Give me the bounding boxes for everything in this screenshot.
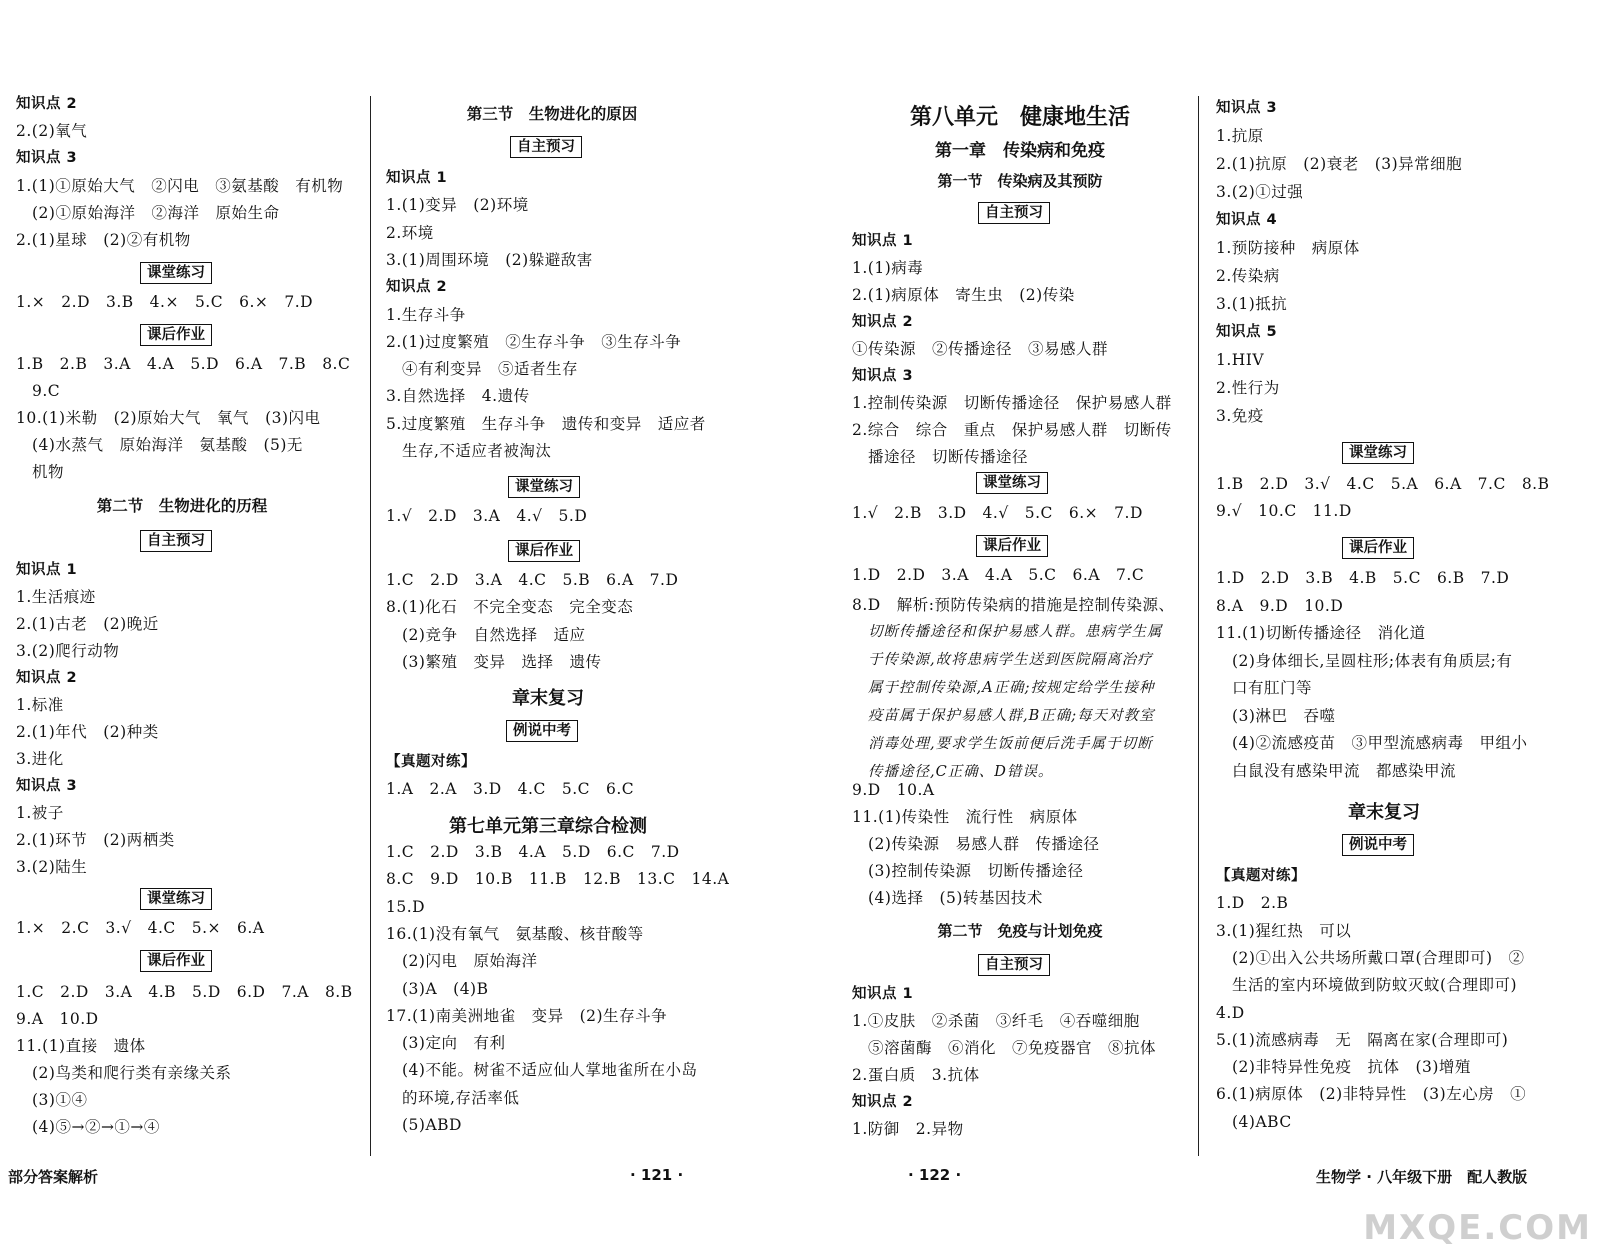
answer-line: 播途径 切断传播途径	[852, 448, 1029, 466]
answer-line: 2.(1)环节 (2)两栖类	[16, 831, 175, 849]
section-label-box: 例说中考	[506, 720, 578, 742]
answer-line: 3.(2)陆生	[16, 858, 88, 876]
answer-line: (3)繁殖 变异 选择 遗传	[386, 652, 602, 671]
answer-line: 3.免疫	[1216, 407, 1264, 425]
answer-line: 3.进化	[16, 750, 64, 768]
answer-line: (2)闪电 原始海洋	[386, 952, 538, 971]
watermark-logo: MXQE.COM	[1363, 1208, 1592, 1248]
answer-line: 2.蛋白质 3.抗体	[852, 1066, 980, 1084]
answer-line: 1.A 2.A 3.D 4.C 5.C 6.C	[386, 780, 635, 798]
answer-line: (4)不能。树雀不适应仙人掌地雀所在小岛	[386, 1061, 698, 1080]
answer-line: 4.D	[1216, 1003, 1245, 1022]
section-label-box: 例说中考	[1342, 834, 1414, 856]
unit-title: 第八单元 健康地生活	[909, 105, 1130, 130]
section-label-box: 自主预习	[140, 530, 212, 552]
section-label-box: 课堂练习	[140, 888, 212, 910]
answer-line: 1.D 2.D 3.A 4.A 5.C 6.A 7.C	[852, 566, 1145, 584]
answer-line: 1.D 2.B	[1216, 894, 1289, 913]
answer-line: 1.HIV	[1216, 351, 1265, 369]
section-label-box: 自主预习	[978, 954, 1050, 976]
answer-line: 2.(1)古老 (2)晚近	[16, 615, 159, 633]
answer-line: 1.预防接种 病原体	[1216, 239, 1360, 257]
answer-line: 1.(1)变异 (2)环境	[386, 196, 529, 215]
test-title: 第七单元第三章综合检测	[449, 816, 647, 837]
section-label-box: 自主预习	[510, 136, 582, 158]
answer-line: (3)①④	[16, 1091, 88, 1109]
answer-line: (2)竞争 自然选择 适应	[386, 625, 586, 644]
answer-line: 5.过度繁殖 生存斗争 遗传和变异 适应者	[386, 414, 706, 433]
answer-line: 1.C 2.D 3.A 4.C 5.B 6.A 7.D	[386, 571, 679, 589]
answer-line: 16.(1)没有氧气 氨基酸、核苷酸等	[386, 924, 644, 943]
answer-line: 于传染源,故将患病学生送到医院隔离治疗	[868, 652, 1153, 668]
answer-line: (4)ABC	[1216, 1112, 1292, 1131]
answer-line: 的环境,存活率低	[386, 1088, 520, 1107]
section-label-box: 课堂练习	[508, 476, 580, 498]
answer-line: 3.(1)周围环境 (2)躲避敌害	[386, 250, 593, 269]
answer-line: (5)ABD	[386, 1116, 462, 1134]
answer-line: (2)传染源 易感人群 传播途径	[852, 835, 1100, 853]
answer-line: 15.D	[386, 897, 426, 916]
review-title: 章末复习	[1348, 802, 1420, 823]
answer-line: 9.D 10.A	[852, 781, 935, 799]
column-divider-2	[1198, 96, 1199, 1156]
answer-line: 消毒处理,要求学生饭前便后洗手属于切断	[868, 736, 1153, 752]
section-label-box: 课后作业	[140, 950, 212, 972]
answer-line: ④有利变异 ⑤适者生存	[386, 360, 579, 379]
heading: 知识点 3	[16, 778, 78, 794]
column-divider-1	[370, 96, 371, 1156]
answer-line: 11.(1)切断传播途径 消化道	[1216, 624, 1426, 642]
answer-line: 1.生活痕迹	[16, 588, 96, 606]
answer-line: (2)①原始海洋 ②海洋 原始生命	[16, 203, 280, 222]
answer-line: 1.①皮肤 ②杀菌 ③纤毛 ④吞噬细胞	[852, 1012, 1140, 1030]
answer-line: 9.√ 10.C 11.D	[1216, 502, 1352, 520]
answer-line: 1.D 2.D 3.B 4.B 5.C 6.B 7.D	[1216, 569, 1510, 587]
answer-line: 1.C 2.D 3.B 4.A 5.D 6.C 7.D	[386, 843, 680, 861]
footer-left-label: 部分答案解析	[8, 1168, 99, 1186]
answer-line: (4)②流感疫苗 ③甲型流感病毒 甲组小	[1216, 734, 1528, 752]
answer-line: 2.(2)氧气	[16, 122, 88, 141]
section-title: 第一节 传染病及其预防	[937, 172, 1103, 190]
heading: 【真题对练】	[386, 754, 476, 770]
heading: 知识点 1	[852, 986, 914, 1002]
answer-line: 3.(2)①过强	[1216, 183, 1304, 201]
answer-line: 1.B 2.D 3.√ 4.C 5.A 6.A 7.C 8.B	[1216, 475, 1550, 493]
answer-line: 1.(1)病毒	[852, 259, 924, 277]
answer-line: 机物	[16, 463, 65, 481]
answer-line: (2)①出入公共场所戴口罩(合理即可) ②	[1216, 948, 1525, 967]
answer-line: 1.C 2.D 3.A 4.B 5.D 6.D 7.A 8.B	[16, 983, 353, 1001]
answer-line: 2.(1)星球 (2)②有机物	[16, 231, 191, 249]
heading: 【真题对练】	[1216, 868, 1306, 884]
section-title: 第二节 免疫与计划免疫	[937, 922, 1103, 940]
answer-line: 17.(1)南美洲地雀 变异 (2)生存斗争	[386, 1006, 668, 1025]
answer-line: 白鼠没有感染甲流 都感染甲流	[1216, 761, 1457, 780]
answer-line: 8.(1)化石 不完全变态 完全变态	[386, 598, 634, 617]
answer-line: (3)控制传染源 切断传播途径	[852, 862, 1084, 880]
answer-line: (2)非特异性免疫 抗体 (3)增殖	[1216, 1058, 1471, 1077]
heading: 知识点 2	[16, 96, 78, 112]
heading: 知识点 2	[386, 279, 448, 296]
answer-line: (3)淋巴 吞噬	[1216, 706, 1336, 725]
answer-line: 属于控制传染源,A正确;按规定给学生接种	[868, 680, 1155, 696]
section-label-box: 课堂练习	[976, 472, 1048, 494]
answer-line: (4)水蒸气 原始海洋 氨基酸 (5)无	[16, 436, 303, 454]
answer-line: 3.自然选择 4.遗传	[386, 387, 530, 406]
heading: 知识点 1	[386, 170, 448, 186]
answer-line: 1.× 2.C 3.√ 4.C 5.× 6.A	[16, 919, 265, 937]
answer-line: (2)身体细长,呈圆柱形;体表有角质层;有	[1216, 651, 1513, 670]
answer-line: 8.C 9.D 10.B 11.B 12.B 13.C 14.A	[386, 870, 730, 889]
answer-line: 2.综合 综合 重点 保护易感人群 切断传	[852, 421, 1172, 439]
heading: 知识点 1	[16, 562, 78, 578]
answer-line: (4)⑤→②→①→④	[16, 1118, 160, 1136]
section-label-box: 课后作业	[1342, 537, 1414, 559]
answer-line: (3)定向 有利	[386, 1034, 506, 1053]
answer-line: 1.√ 2.D 3.A 4.√ 5.D	[386, 507, 588, 525]
answer-line: 11.(1)传染性 流行性 病原体	[852, 808, 1078, 826]
answer-line: 2.传染病	[1216, 267, 1280, 285]
answer-line: 传播途径,C正确、D错误。	[868, 764, 1054, 780]
answer-line: 2.(1)抗原 (2)衰老 (3)异常细胞	[1216, 155, 1463, 173]
answer-line: 9.C	[16, 382, 61, 400]
answer-line: 10.(1)米勒 (2)原始大气 氧气 (3)闪电	[16, 409, 321, 427]
answer-line: 切断传播途径和保护易感人群。患病学生属	[868, 624, 1163, 640]
answer-line: 3.(1)抵抗	[1216, 295, 1288, 313]
answer-line: 1.防御 2.异物	[852, 1120, 964, 1138]
answer-line: 1.× 2.D 3.B 4.× 5.C 6.× 7.D	[16, 293, 314, 311]
answer-line: ⑤溶菌酶 ⑥消化 ⑦免疫器官 ⑧抗体	[852, 1039, 1157, 1057]
answer-line: 1.(1)①原始大气 ②闪电 ③氨基酸 有机物	[16, 176, 344, 195]
heading: 知识点 4	[1216, 212, 1278, 228]
section-title: 第三节 生物进化的原因	[466, 105, 638, 123]
answer-line: 1.√ 2.B 3.D 4.√ 5.C 6.× 7.D	[852, 504, 1143, 522]
answer-line: 8.A 9.D 10.D	[1216, 596, 1344, 615]
answer-line: 1.被子	[16, 804, 64, 822]
answer-line: 8.D 解析:预防传染病的措施是控制传染源、	[852, 596, 1175, 614]
answer-line: 11.(1)直接 遗体	[16, 1037, 146, 1055]
answer-line: 2.(1)病原体 寄生虫 (2)传染	[852, 286, 1075, 304]
section-label-box: 自主预习	[978, 202, 1050, 224]
answer-line: 1.抗原	[1216, 127, 1264, 145]
answer-line: ①传染源 ②传播途径 ③易感人群	[852, 340, 1109, 358]
section-label-box: 课堂练习	[140, 262, 212, 284]
heading: 知识点 2	[852, 1094, 914, 1110]
section-label-box: 课堂练习	[1342, 442, 1414, 464]
answer-line: 生存,不适应者被淘汰	[386, 442, 552, 460]
review-title: 章末复习	[512, 688, 584, 709]
chapter-title: 第一章 传染病和免疫	[935, 141, 1105, 161]
answer-line: 1.标准	[16, 696, 64, 714]
answer-line: 1.B 2.B 3.A 4.A 5.D 6.A 7.B 8.C	[16, 355, 351, 373]
section-label-box: 课后作业	[508, 540, 580, 562]
answer-line: 5.(1)流感病毒 无 隔离在家(合理即可)	[1216, 1030, 1509, 1049]
heading: 知识点 3	[852, 368, 914, 384]
answer-line: 6.(1)病原体 (2)非特异性 (3)左心房 ①	[1216, 1085, 1527, 1104]
page-number-left: · 121 ·	[630, 1166, 684, 1184]
page-number-right: · 122 ·	[908, 1166, 962, 1184]
heading: 知识点 5	[1216, 324, 1278, 340]
answer-line: (3)A (4)B	[386, 979, 489, 998]
heading: 知识点 2	[852, 314, 914, 330]
answer-line: (2)鸟类和爬行类有亲缘关系	[16, 1064, 232, 1082]
answer-line: 9.A 10.D	[16, 1010, 99, 1028]
answer-line: 2.(1)年代 (2)种类	[16, 723, 159, 741]
answer-line: 3.(1)猩红热 可以	[1216, 921, 1352, 940]
answer-line: 2.环境	[386, 223, 434, 242]
answer-line: 疫苗属于保护易感人群,B正确;每天对教室	[868, 708, 1155, 724]
heading: 知识点 3	[16, 150, 78, 167]
answer-line: 2.(1)过度繁殖 ②生存斗争 ③生存斗争	[386, 332, 682, 351]
heading: 知识点 3	[1216, 100, 1278, 116]
section-title: 第二节 生物进化的历程	[96, 497, 268, 515]
answer-line: 1.生存斗争	[386, 305, 466, 324]
answer-line: 口有肛门等	[1216, 679, 1313, 697]
footer-right-label: 生物学 · 八年级下册 配人教版	[1316, 1168, 1528, 1186]
heading: 知识点 2	[16, 670, 78, 686]
answer-line: 1.控制传染源 切断传播途径 保护易感人群	[852, 394, 1172, 412]
answer-line: 生活的室内环境做到防蚊灭蚊(合理即可)	[1216, 976, 1518, 995]
answer-line: 3.(2)爬行动物	[16, 642, 120, 660]
heading: 知识点 1	[852, 233, 914, 249]
answer-line: 2.性行为	[1216, 379, 1280, 397]
section-label-box: 课后作业	[976, 535, 1048, 557]
answer-line: (4)选择 (5)转基因技术	[852, 889, 1043, 907]
section-label-box: 课后作业	[140, 324, 212, 346]
